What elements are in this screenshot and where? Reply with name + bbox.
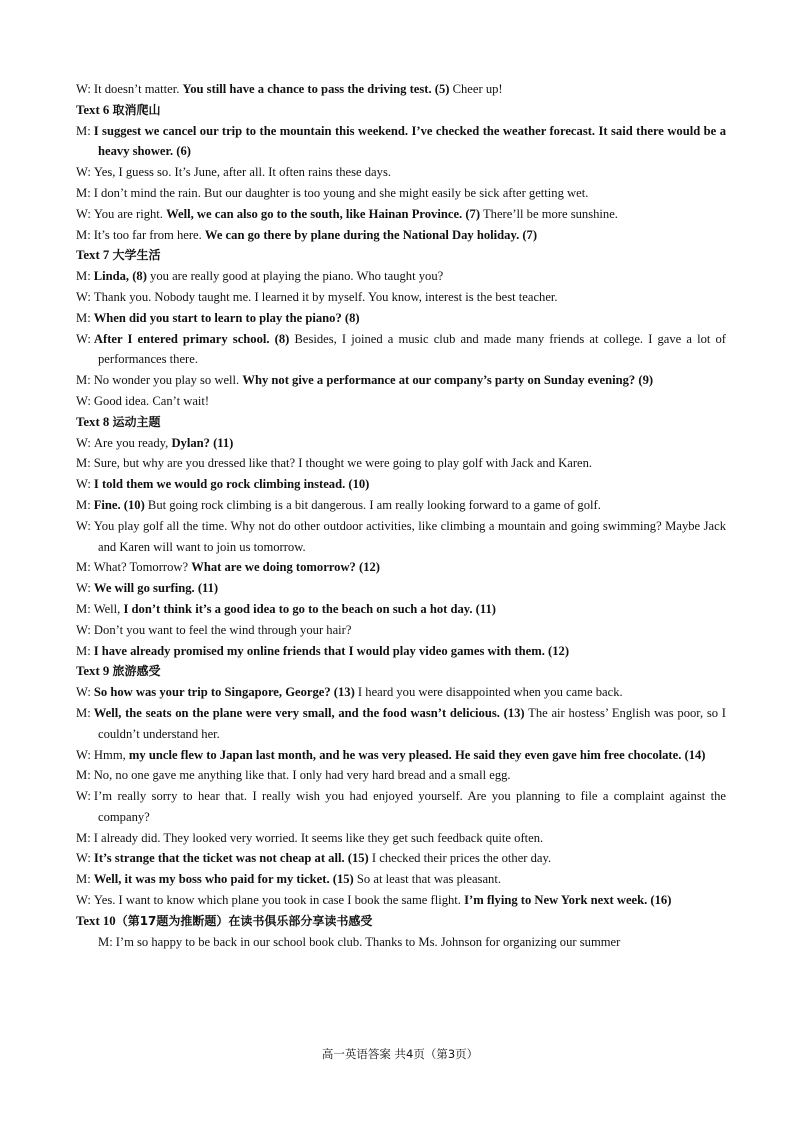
dialogue-line bbox=[76, 79, 726, 100]
dialogue-line bbox=[76, 474, 726, 495]
section-heading-topic: 大学生活 bbox=[112, 248, 161, 263]
answer-key-text: Well, it was my boss who paid for my ticket. (15) bbox=[93, 872, 354, 887]
section-heading-topic: 运动主题 bbox=[112, 414, 161, 429]
speaker-label: W: bbox=[76, 747, 91, 762]
speaker-label: M: bbox=[98, 934, 113, 949]
answer-key-text: Well, the seats on the plane were very small, and the food wasn’t delicious. (13) bbox=[93, 705, 525, 720]
speaker-label: M: bbox=[76, 705, 91, 720]
dialogue-line bbox=[76, 453, 726, 474]
dialogue-line bbox=[76, 890, 726, 911]
section-heading bbox=[76, 661, 726, 682]
answer-key-text: We can go there by plane during the National Day holiday. (7) bbox=[204, 227, 538, 242]
speaker-label: M: bbox=[76, 123, 91, 138]
answer-key-text: So how was your trip to Singapore, George? (13) bbox=[93, 685, 355, 700]
section-heading bbox=[76, 245, 726, 266]
dialogue-text: Sure, but why are you dressed like that? I thought we were going to play golf with Jack and Karen. bbox=[93, 456, 593, 471]
dialogue-line bbox=[76, 578, 726, 599]
dialogue-text: There’ll be more sunshine. bbox=[480, 206, 618, 221]
speaker-label: W: bbox=[76, 206, 91, 221]
dialogue-text: But going rock climbing is a bit dangerous. I am really looking forward to a game of golf. bbox=[144, 497, 601, 512]
speaker-label: M: bbox=[76, 185, 91, 200]
dialogue-text: Yes. I want to know which plane you took in case I book the same flight. bbox=[93, 893, 465, 908]
dialogue-line bbox=[76, 266, 726, 287]
speaker-label: M: bbox=[76, 497, 91, 512]
speaker-label: W: bbox=[76, 893, 91, 908]
answer-key-text: Well, we can also go to the south, like Hainan Province. (7) bbox=[166, 206, 481, 221]
speaker-label: W: bbox=[76, 289, 91, 304]
answer-key-text: What are we doing tomorrow? (12) bbox=[191, 560, 380, 575]
section-heading bbox=[76, 911, 726, 932]
dialogue-text: The air hostess’ English was poor, so I couldn’t understand her. bbox=[98, 705, 726, 741]
dialogue-text: Well, bbox=[93, 601, 124, 616]
dialogue-text: So at least that was pleasant. bbox=[353, 872, 501, 887]
speaker-label: M: bbox=[76, 643, 91, 658]
dialogue-line bbox=[76, 932, 726, 953]
dialogue-text: I’m really sorry to hear that. I really wish you had enjoyed yourself. Are you planning to file a complaint against the company? bbox=[93, 789, 726, 824]
section-heading-label: Text 10 bbox=[76, 913, 116, 928]
answer-key-text: Linda, (8) bbox=[93, 269, 147, 284]
dialogue-line bbox=[76, 828, 726, 849]
dialogue-line bbox=[76, 225, 726, 246]
dialogue-text: You play golf all the time. Why not do other outdoor activities, like climbing a mountain and going swimming? Maybe Jack and Karen will want to join us tomorrow. bbox=[93, 518, 726, 554]
speaker-label: W: bbox=[76, 331, 91, 346]
dialogue-text: It’s too far from here. bbox=[93, 227, 205, 242]
answer-key-text: When did you start to learn to play the piano? (8) bbox=[93, 310, 360, 325]
speaker-label: M: bbox=[76, 269, 91, 284]
dialogue-text: Thank you. Nobody taught me. I learned it by myself. You know, interest is the best teacher. bbox=[93, 289, 558, 304]
speaker-label: W: bbox=[76, 165, 91, 180]
answer-key-text: Why not give a performance at our company’s party on Sunday evening? (9) bbox=[242, 373, 654, 388]
dialogue-line bbox=[76, 869, 726, 890]
dialogue-line bbox=[76, 391, 726, 412]
speaker-label: M: bbox=[76, 227, 91, 242]
dialogue-line bbox=[76, 703, 726, 745]
section-heading-topic: 取消爬山 bbox=[112, 102, 161, 117]
dialogue-text: Cheer up! bbox=[449, 82, 503, 96]
dialogue-text: No, no one gave me anything like that. I only had very hard bread and a small egg. bbox=[93, 768, 511, 783]
speaker-label: M: bbox=[76, 560, 91, 575]
section-heading bbox=[76, 412, 726, 433]
answer-key-text: I’m flying to New York next week. (16) bbox=[464, 893, 672, 908]
dialogue-line bbox=[76, 370, 726, 391]
dialogue-text: It doesn’t matter. bbox=[93, 82, 183, 96]
speaker-label: W: bbox=[76, 82, 91, 96]
speaker-label: W: bbox=[76, 435, 91, 450]
dialogue-text: No wonder you play so well. bbox=[93, 373, 243, 388]
dialogue-line bbox=[76, 329, 726, 371]
speaker-label: M: bbox=[76, 310, 91, 325]
dialogue-line bbox=[76, 786, 726, 828]
dialogue-line bbox=[76, 641, 726, 662]
speaker-label: W: bbox=[76, 622, 91, 637]
page-footer: 高一英语答案 共4页（第3页） bbox=[321, 1047, 479, 1061]
speaker-label: M: bbox=[76, 872, 91, 887]
dialogue-line bbox=[76, 599, 726, 620]
speaker-label: W: bbox=[76, 789, 91, 804]
section-heading-label: Text 8 bbox=[76, 414, 113, 429]
speaker-label: W: bbox=[76, 851, 91, 866]
dialogue-line bbox=[76, 745, 726, 766]
dialogue-line bbox=[76, 433, 726, 454]
section-heading-label: Text 6 bbox=[76, 102, 113, 117]
answer-key-text: my uncle flew to Japan last month, and he was very pleased. He said they even gave him free chocolate. (14) bbox=[128, 747, 706, 762]
dialogue-text: Yes, I guess so. It’s June, after all. It often rains these days. bbox=[93, 165, 391, 180]
dialogue-line bbox=[76, 162, 726, 183]
speaker-label: W: bbox=[76, 393, 91, 408]
dialogue-text: I already did. They looked very worried. It seems like they get such feedback quite often. bbox=[93, 830, 544, 845]
dialogue-text: You are right. bbox=[93, 206, 167, 221]
answer-key-text: After I entered primary school. (8) bbox=[93, 331, 290, 346]
speaker-label: W: bbox=[76, 518, 91, 533]
section-heading-label: Text 9 bbox=[76, 664, 113, 679]
dialogue-text: Are you ready, bbox=[93, 435, 172, 450]
answer-key-text: Dylan? (11) bbox=[171, 435, 234, 450]
answer-key-text: Fine. (10) bbox=[93, 497, 145, 512]
dialogue-text: I heard you were disappointed when you came back. bbox=[354, 685, 623, 700]
dialogue-text: Don’t you want to feel the wind through your hair? bbox=[93, 622, 352, 637]
speaker-label: M: bbox=[76, 830, 91, 845]
speaker-label: M: bbox=[76, 768, 91, 783]
dialogue-line bbox=[76, 557, 726, 578]
section-heading bbox=[76, 100, 726, 121]
dialogue-line bbox=[76, 183, 726, 204]
dialogue-text: you are really good at playing the piano. Who taught you? bbox=[146, 269, 444, 284]
speaker-label: W: bbox=[76, 685, 91, 700]
answer-key-text: I suggest we cancel our trip to the mountain this weekend. I’ve checked the weather forecast. It said there would be a heavy shower. (6) bbox=[93, 123, 726, 159]
dialogue-line bbox=[76, 121, 726, 163]
section-heading-label: Text 7 bbox=[76, 248, 113, 263]
dialogue-text: Hmm, bbox=[93, 747, 129, 762]
speaker-label: W: bbox=[76, 477, 91, 492]
speaker-label: M: bbox=[76, 373, 91, 388]
answer-key-text: I have already promised my online friends that I would play video games with them. (12) bbox=[93, 643, 570, 658]
dialogue-line bbox=[76, 287, 726, 308]
dialogue-text: Besides, I joined a music club and made many friends at college. I gave a lot of performances there. bbox=[98, 331, 726, 367]
speaker-label: W: bbox=[76, 581, 91, 596]
dialogue-line bbox=[76, 495, 726, 516]
dialogue-text: I’m so happy to be back in our school book club. Thanks to Ms. Johnson for organizing our summer bbox=[115, 934, 621, 949]
dialogue-line bbox=[76, 848, 726, 869]
dialogue-line bbox=[76, 308, 726, 329]
answer-key-text: I don’t think it’s a good idea to go to the beach on such a hot day. (11) bbox=[123, 601, 496, 616]
dialogue-line bbox=[76, 682, 726, 703]
speaker-label: M: bbox=[76, 601, 91, 616]
answer-key-text: I told them we would go rock climbing instead. (10) bbox=[93, 477, 370, 492]
answer-key-text: It’s strange that the ticket was not cheap at all. (15) bbox=[93, 851, 369, 866]
answer-key-text: You still have a chance to pass the driving test. (5) bbox=[182, 82, 450, 96]
dialogue-text: What? Tomorrow? bbox=[93, 560, 192, 575]
dialogue-line bbox=[76, 516, 726, 558]
dialogue-line bbox=[76, 765, 726, 786]
dialogue-text: Good idea. Can’t wait! bbox=[93, 393, 210, 408]
speaker-label: M: bbox=[76, 456, 91, 471]
section-heading-topic: 旅游感受 bbox=[112, 664, 161, 679]
dialogue-line bbox=[76, 204, 726, 225]
section-heading-topic: （第17题为推断题）在读书俱乐部分享读书感受 bbox=[115, 913, 373, 928]
dialogue-text: I checked their prices the other day. bbox=[368, 851, 552, 866]
answer-key-text: We will go surfing. (11) bbox=[93, 581, 219, 596]
document-body bbox=[76, 79, 726, 952]
dialogue-line bbox=[76, 620, 726, 641]
dialogue-text: I don’t mind the rain. But our daughter is too young and she might easily be sick after getting wet. bbox=[93, 185, 589, 200]
